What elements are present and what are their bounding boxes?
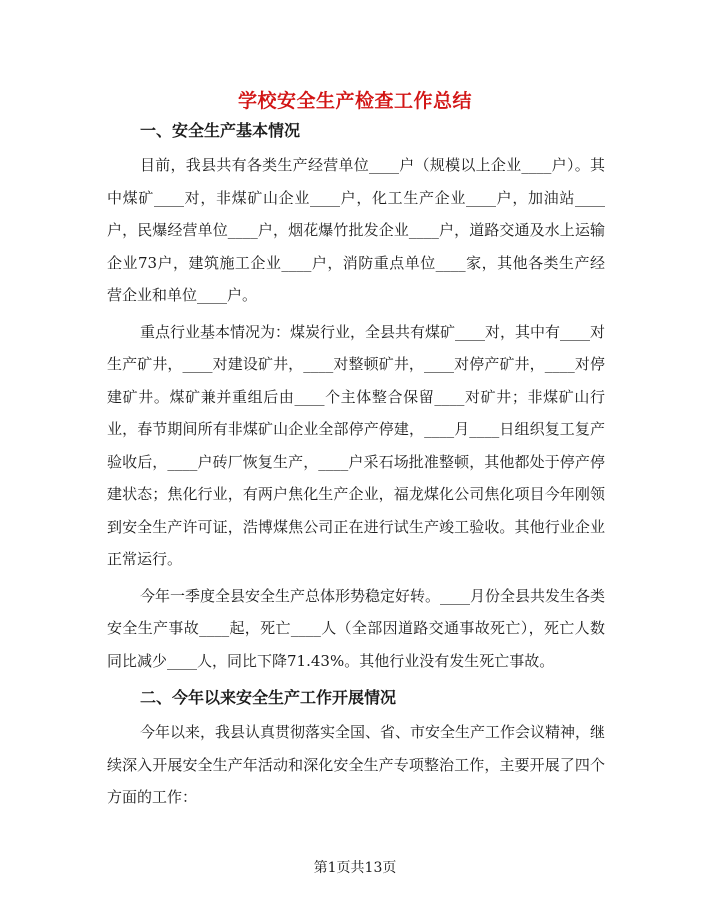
section-heading-work: 二、今年以来安全生产工作开展情况	[140, 688, 397, 707]
document-body	[107, 116, 605, 817]
page-number: 第1页共13页	[313, 860, 397, 876]
paragraph-units-overview: 目前，我县共有各类生产经营单位____户（规模以上企业____户）。其中煤矿____对，非煤矿山企业____户，化工生产企业____户，加油站____户，民爆经营单位____户，烟花爆竹批发企业____户，道路交通及水上运输企业73户，建筑施工企业____户，消防重点单位____家，其他各类生产经营企业和单位____户。	[107, 156, 605, 304]
paragraph-key-industries: 重点行业基本情况为：煤炭行业，全县共有煤矿____对，其中有____对生产矿井，____对建设矿井，____对整顿矿井，____对停产矿井，____对停建矿井。煤矿兼并重组后由____个主体整合保留____对矿井；非煤矿山行业，春节期间所有非煤矿山企业全部停产停建，____月____日组织复工复产验收后，____户砖厂恢复生产，____户采石场批准整顿，其他都处于停产停建状态；焦化行业，有两户焦化生产企业，福龙煤化公司焦化项目今年刚领到安全生产许可证，浩博煤焦公司正在进行试生产竣工验收。其他行业企业正常运行。	[107, 322, 606, 568]
document-title: 学校安全生产检查工作总结	[237, 90, 472, 112]
paragraph-first-quarter: 今年一季度全县安全生产总体形势稳定好转。____月份全县共发生各类安全生产事故____起，死亡____人（全部因道路交通事故死亡），死亡人数同比减少____人，同比下降71.43%。其他行业没有发生死亡事故。	[107, 586, 606, 670]
paragraph-work-intro: 今年以来，我县认真贯彻落实全国、省、市安全生产工作会议精神，继续深入开展安全生产年活动和深化安全生产专项整治工作，主要开展了四个方面的工作：	[107, 723, 606, 806]
section-heading-basic: 一、安全生产基本情况	[140, 121, 301, 140]
